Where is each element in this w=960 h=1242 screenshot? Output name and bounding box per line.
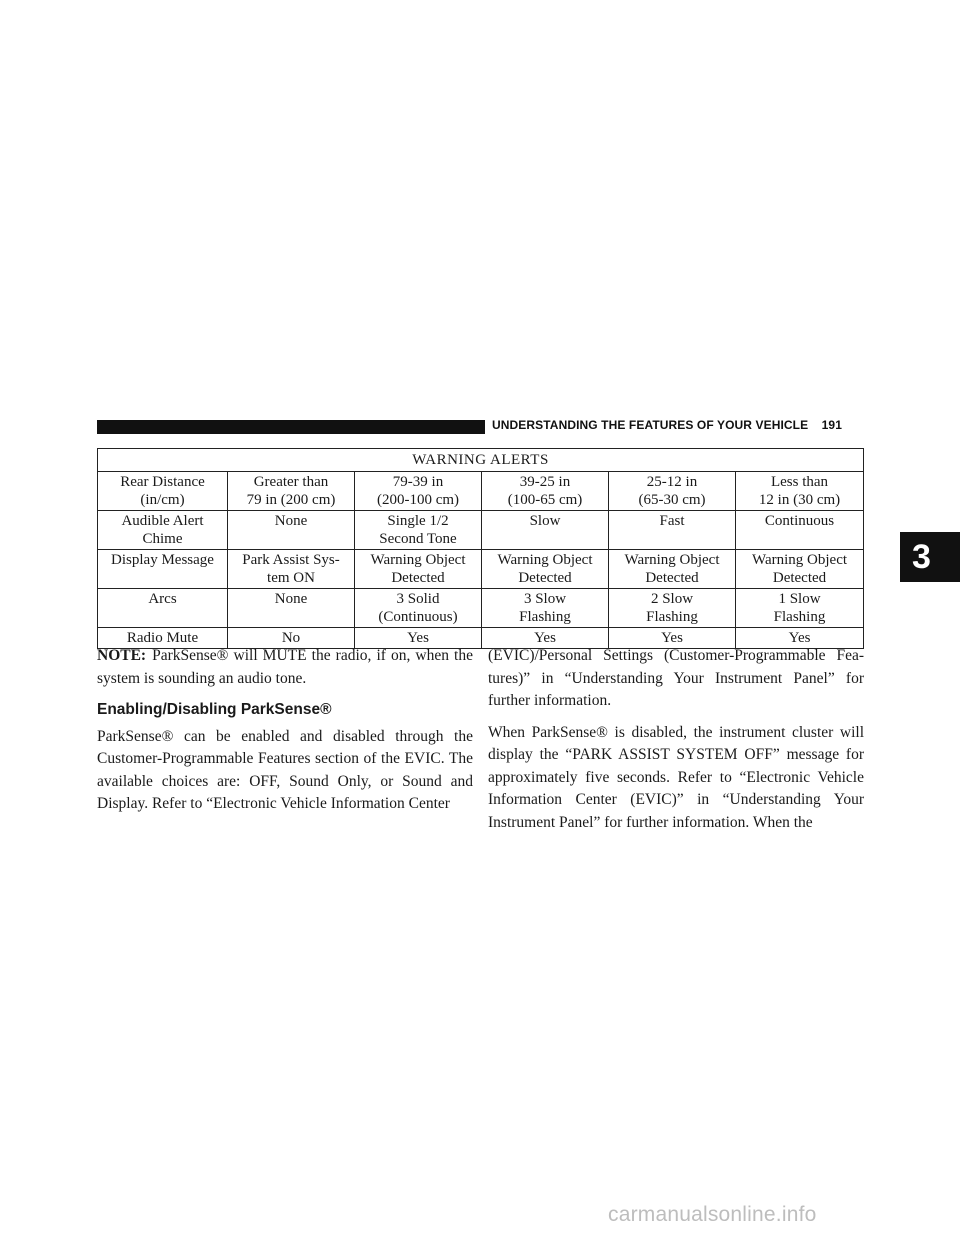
cell-line: Warning Object	[370, 552, 466, 568]
table-cell	[736, 589, 864, 628]
cell-line: Yes	[407, 630, 429, 646]
cell-line: Warning Object	[624, 552, 720, 568]
cell-line: Flashing	[519, 609, 571, 625]
watermark: carmanualsonline.info	[608, 1203, 817, 1226]
cell-line: Chime	[142, 531, 183, 547]
cell-line: 25-12 in	[646, 474, 698, 490]
cell-line: Less than	[770, 474, 829, 490]
table-cell	[736, 472, 864, 511]
table-cell	[355, 511, 482, 550]
table-cell	[355, 550, 482, 589]
cell-line: Detected	[772, 570, 827, 586]
table-row	[98, 511, 864, 550]
row-label	[98, 550, 228, 589]
table-cell	[482, 589, 609, 628]
note-paragraph	[97, 645, 473, 690]
right-column	[488, 645, 864, 843]
cell-line: 39-25 in	[519, 474, 571, 490]
cell-line: 1 Slow	[778, 591, 821, 607]
table-cell	[355, 589, 482, 628]
cell-line: Detected	[645, 570, 699, 586]
cell-line: (100-65 cm)	[507, 492, 583, 508]
cell-line: 79 in (200 cm)	[246, 492, 336, 508]
cell-line: Slow	[529, 513, 561, 529]
section-heading: Enabling/Disabling ParkSense®	[97, 701, 332, 718]
cell-line: 2 Slow	[650, 591, 694, 607]
header-rule	[97, 420, 485, 434]
paragraph-evic-ref: (EVIC)/Personal Settings (Customer-Programmable Fea-tures)” in “Understanding Your Instrument Panel” for further information.	[488, 647, 864, 709]
cell-line: Single 1/2	[387, 513, 449, 529]
chapter-tab: 3	[900, 532, 960, 582]
table-title: WARNING ALERTS	[98, 449, 864, 472]
table-cell	[609, 550, 736, 589]
table-cell	[228, 550, 355, 589]
cell-line: 79-39 in	[392, 474, 444, 490]
cell-line: Fast	[659, 513, 685, 529]
cell-line: Park Assist Sys-	[242, 552, 340, 568]
table-cell	[482, 511, 609, 550]
section-title: UNDERSTANDING THE FEATURES OF YOUR VEHICLE	[492, 418, 809, 432]
table-cell	[609, 589, 736, 628]
row-label	[98, 589, 228, 628]
table-cell	[736, 511, 864, 550]
cell-line: (65-30 cm)	[638, 492, 706, 508]
cell-line: Detected	[391, 570, 445, 586]
cell-line: Display Message	[111, 552, 214, 568]
cell-line: Radio Mute	[126, 630, 199, 646]
cell-line: tem ON	[267, 570, 315, 586]
cell-line: Continuous	[764, 513, 835, 529]
left-column	[97, 645, 473, 825]
note-label: NOTE:	[97, 647, 147, 664]
row-label	[98, 511, 228, 550]
table-cell	[482, 472, 609, 511]
warning-alerts-table	[97, 448, 864, 649]
paragraph-disabled: When ParkSense® is disabled, the instrument cluster will display the “PARK ASSIST SYSTEM OFF” message for approximately five seconds. Refer to “Electronic Vehicle Information Center (EVIC)” in “Understanding Your Instrument Panel” for further information. When the	[488, 723, 864, 831]
cell-line: Flashing	[773, 609, 826, 625]
cell-line: Yes	[788, 630, 811, 646]
table-cell	[609, 472, 736, 511]
cell-line: (in/cm)	[140, 492, 185, 508]
cell-line: 3 Solid	[396, 591, 440, 607]
cell-line: Yes	[534, 630, 556, 646]
cell-line: Rear Distance	[120, 474, 205, 490]
cell-line: None	[274, 513, 308, 529]
cell-line: (Continuous)	[378, 609, 458, 625]
table-cell	[482, 550, 609, 589]
table-cell	[228, 511, 355, 550]
cell-line: 3 Slow	[523, 591, 567, 607]
cell-line: Flashing	[646, 609, 698, 625]
page-number: 191	[821, 418, 842, 432]
table-cell	[228, 589, 355, 628]
table-cell	[228, 472, 355, 511]
cell-line: Audible Alert	[121, 513, 204, 529]
cell-line: Warning Object	[752, 552, 848, 568]
cell-line: Yes	[661, 630, 683, 646]
cell-line: 12 in (30 cm)	[758, 492, 841, 508]
table-row	[98, 550, 864, 589]
cell-line: No	[281, 630, 301, 646]
table-cell	[355, 472, 482, 511]
note-text: ParkSense® will MUTE the radio, if on, when the system is sounding an audio tone.	[97, 647, 473, 687]
table-row	[98, 589, 864, 628]
cell-line: Arcs	[148, 591, 177, 607]
cell-line: None	[274, 591, 308, 607]
row-label	[98, 472, 228, 511]
paragraph-enable: ParkSense® can be enabled and disabled through the Customer-Programmable Features section of the EVIC. The available choices are: OFF, Sound Only, or Sound and Display. Refer to “Electronic Vehicle Information Center	[97, 727, 473, 812]
cell-line: Greater than	[253, 474, 329, 490]
cell-line: Second Tone	[379, 531, 457, 547]
table-cell	[609, 511, 736, 550]
cell-line: Detected	[518, 570, 572, 586]
table-row	[98, 472, 864, 511]
running-header	[492, 418, 842, 432]
table-cell	[736, 550, 864, 589]
cell-line: Warning Object	[497, 552, 593, 568]
cell-line: (200-100 cm)	[376, 492, 460, 508]
